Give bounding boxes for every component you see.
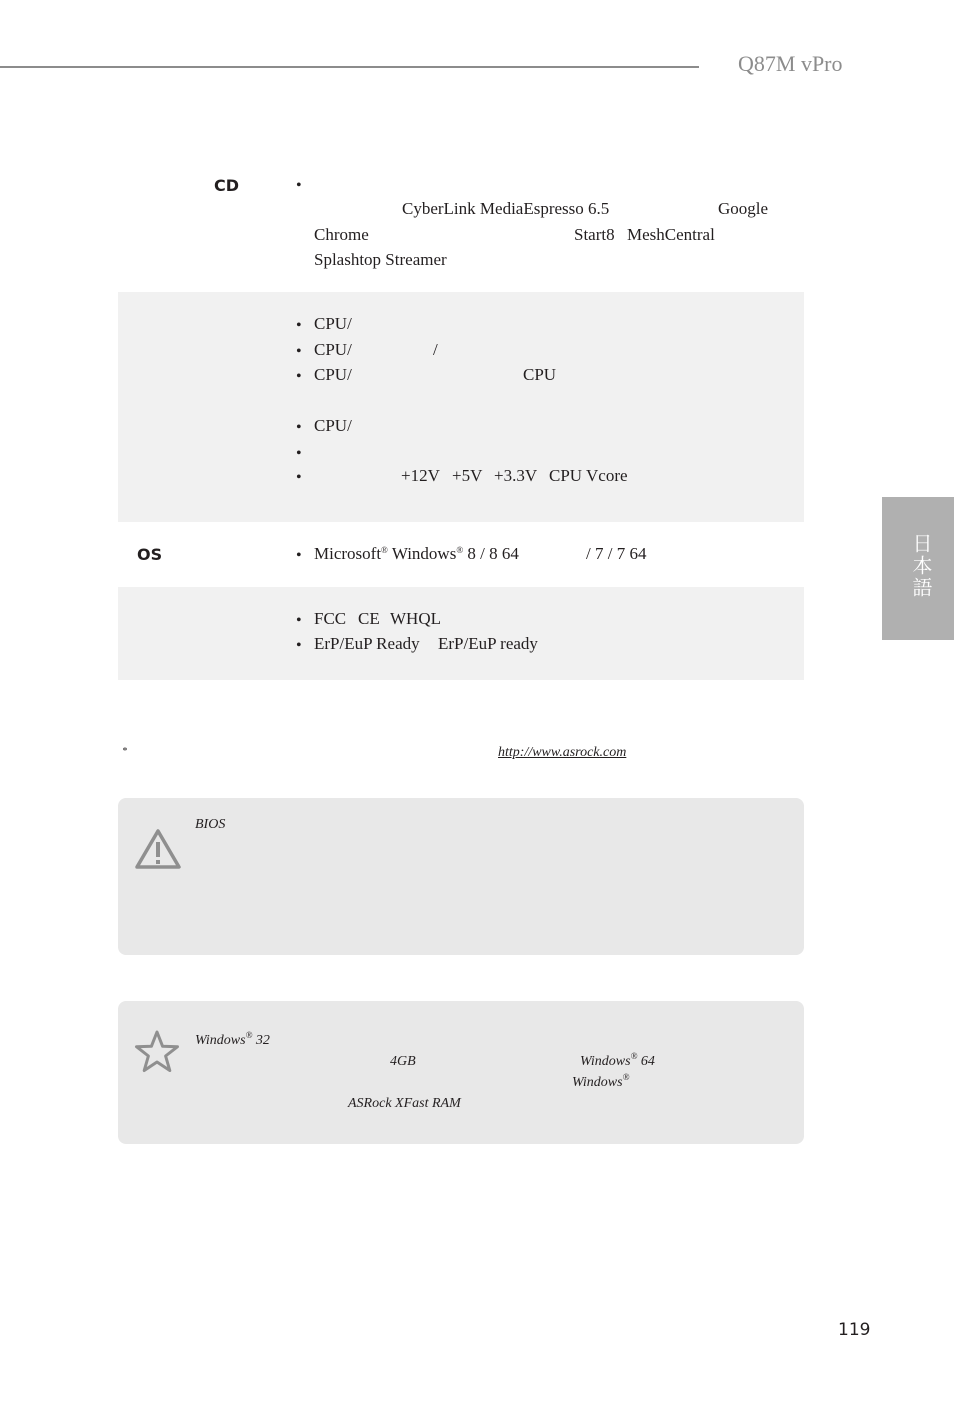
header-rule — [0, 66, 699, 68]
cert-erp-ready-2: ErP/EuP ready — [438, 634, 538, 653]
monitor-item-3: CPU/ — [314, 365, 352, 384]
bullet: • — [296, 177, 302, 194]
page-number: 119 — [838, 1320, 871, 1340]
cert-fcc: FCC — [314, 609, 347, 628]
spec-row-cd — [118, 170, 804, 290]
note-memory-4gb: 4GB — [390, 1054, 416, 1069]
bullet: • — [296, 445, 302, 462]
monitor-item-4: CPU/ — [314, 416, 352, 435]
cert-ce: CE — [358, 609, 380, 628]
caution-box — [118, 798, 804, 955]
note-box — [118, 1001, 804, 1144]
os-support-win7: / 7 / 7 64 — [586, 544, 647, 563]
cert-erp-ready: ErP/EuP Ready — [314, 634, 420, 653]
note-windows-64: Windows® 64 — [580, 1051, 655, 1069]
row-label-cd: CD — [214, 176, 240, 195]
bullet: • — [296, 612, 302, 629]
note-xfast-ram: ASRock XFast RAM — [348, 1096, 461, 1111]
spec-row-certifications — [118, 587, 804, 680]
monitor-item-1: CPU/ — [314, 314, 352, 333]
bullet: • — [296, 343, 302, 360]
caution-text-bios: BIOS — [195, 817, 226, 832]
warning-icon — [134, 828, 182, 870]
monitor-voltage-5v: +5V — [452, 466, 483, 485]
row-label-os: OS — [137, 545, 163, 564]
note-windows: Windows® — [572, 1072, 630, 1090]
cd-software-chrome: Chrome — [314, 225, 369, 244]
bullet: • — [296, 637, 302, 654]
spec-row-hardware-monitor — [118, 292, 804, 522]
cd-software-splashtop: Splashtop Streamer — [314, 250, 447, 269]
monitor-item-2-slash: / — [433, 340, 438, 359]
monitor-voltage-12v: +12V — [401, 466, 440, 485]
bullet: • — [296, 547, 302, 564]
language-tab-label: 日本語 — [909, 533, 933, 599]
monitor-item-3-cpu: CPU — [523, 365, 557, 384]
monitor-item-2: CPU/ — [314, 340, 352, 359]
bullet: • — [296, 317, 302, 334]
bullet: • — [296, 419, 302, 436]
os-support: Microsoft® Windows® 8 / 8 64 — [314, 544, 519, 563]
model-name: Q87M vPro — [738, 51, 843, 76]
cert-whql: WHQL — [390, 609, 441, 628]
cd-software-start8: Start8 — [574, 225, 615, 244]
footnote-mark: * — [122, 746, 127, 757]
monitor-voltage-3v3: +3.3V — [494, 466, 538, 485]
language-tab — [882, 497, 954, 640]
cd-software-mediaespresso: CyberLink MediaEspresso 6.5 — [402, 199, 610, 218]
star-icon — [134, 1029, 180, 1073]
note-line-1: Windows® 32 — [195, 1030, 270, 1048]
asrock-website-link[interactable]: http://www.asrock.com — [498, 745, 627, 760]
spec-row-os — [118, 522, 804, 587]
bullet: • — [296, 368, 302, 385]
monitor-voltage-vcore: CPU Vcore — [549, 466, 628, 485]
cd-software-meshcentral: MeshCentral — [627, 225, 715, 244]
cd-software-google: Google — [718, 199, 769, 218]
bullet: • — [296, 469, 302, 486]
